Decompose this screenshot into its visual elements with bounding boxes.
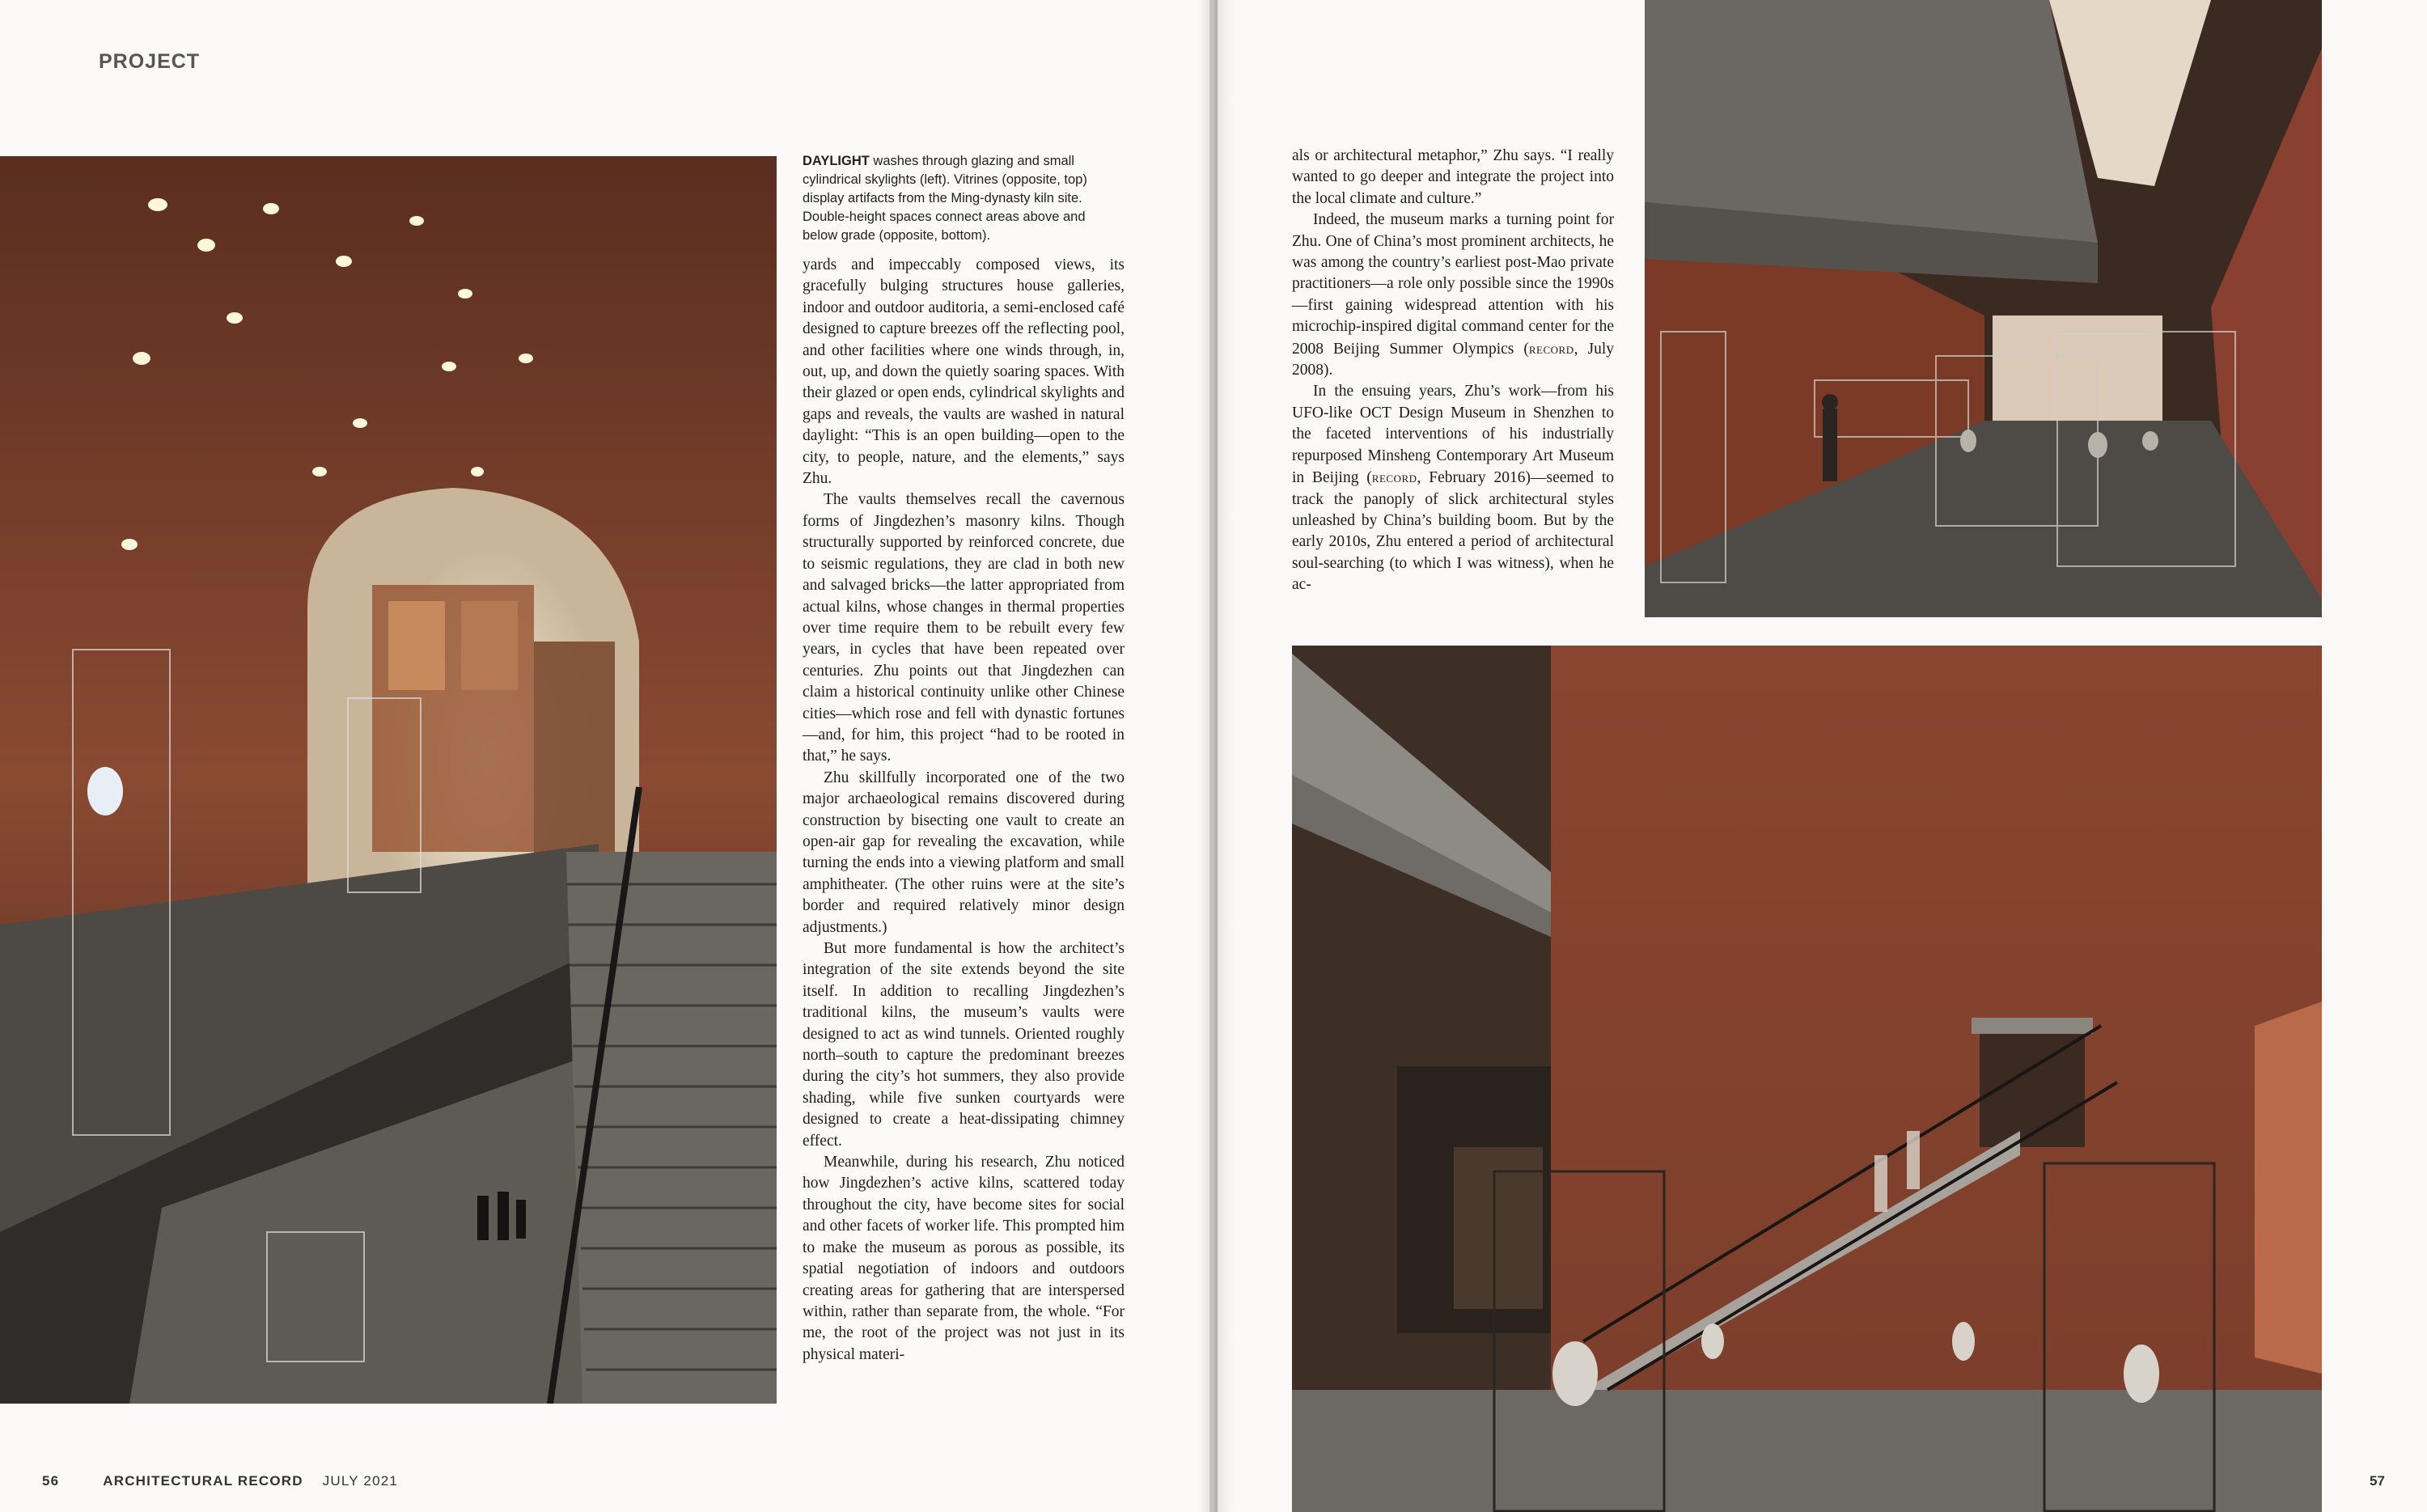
page-footer-left: [42, 1473, 398, 1489]
magazine-name: ARCHITECTURAL RECORD: [103, 1473, 303, 1489]
paragraph: The vaults themselves recall the cavernous forms of Jingdezhen’s masonry kilns. Though structurally supported by reinforced concrete, due to seismic regulations, they are clad in both new and salvaged bricks—the latter appropriated from actual kilns, whose changes in thermal properties over time require them to be rebuilt every few years, in cycles that have been repeated over centuries. Zhu points out that Jingdezhen can claim a historical continuity unlike other Chinese cities—which rose and fell with dynastic fortunes—and, for him, this project “had to be rooted in that,” he says.: [803, 491, 1125, 765]
caption-text: washes through glazing and small cylindrical skylights (left). Vitrines (opposite, top) display artifacts from the Ming-dynasty kiln site. Double-height spaces connect areas above and below grade (opposite, bottom).: [803, 154, 1087, 243]
double-height-stair-photo: [1292, 646, 2322, 1512]
paragraph: [1292, 381, 1614, 595]
paragraph: Meanwhile, during his research, Zhu noticed how Jingdezhen’s active kilns, scattered today throughout the city, have become sites for social and other facets of worker life. This prompted him to make the museum as porous as possible, its spatial negotiation of indoors and outdoors creating areas for gathering that are interspersed within, rather than separate from, the whole. “For me, the root of the project was not just in its physical materi-: [803, 1154, 1125, 1363]
paragraph: [1292, 210, 1614, 381]
magazine-reference: record: [1528, 340, 1574, 357]
article-column-left: [803, 255, 1125, 1366]
right-page: [1218, 0, 2427, 1512]
article-column-right: [1292, 146, 1614, 596]
vitrine-gallery-photo: [1645, 0, 2322, 617]
paragraph: Zhu skillfully incorporated one of the two major archaeological remains discovered during construction by bisecting one vault to create an open-air gap for revealing the excavation, while turning the ends into a viewing platform and small amphitheater. (The other ruins were at the site’s border and required relatively minor design adjustments.): [803, 769, 1125, 936]
page-number-right: 57: [2370, 1473, 2385, 1489]
paragraph: yards and impeccably composed views, its gracefully bulging structures house galleries, indoor and outdoor auditoria, a semi-enclosed café designed to capture breezes off the reflecting pool, and other facilities where one winds through, in, out, up, and down the quietly soaring spaces. With their glazed or open ends, cylindrical skylights and gaps and reveals, the vaults are washed in natural daylight: “This is an open building—open to the city, to people, nature, and the elements,” says Zhu.: [803, 256, 1125, 488]
paragraph: But more fundamental is how the architect’s integration of the site extends beyond the site itself. In addition to recalling Jingdezhen’s traditional kilns, the museum’s vaults were designed to act as wind tunnels. Oriented roughly north–south to capture the predominant breezes during the city’s hot summers, they also provide shading, while five sunken courtyards were designed to create a heat-dissipating chimney effect.: [803, 940, 1125, 1150]
paragraph-text: , July 2008).: [1292, 340, 1614, 379]
vitrine-gallery-image: [1645, 0, 2322, 617]
paragraph-text: Indeed, the museum marks a turning point for Zhu. One of China’s most prominent architects, he was among the country’s earliest post-Mao private practitioners—a role only possible since the 1990s—first gaining widespread attention with his microchip-inspired digital command center for the 2008 Beijing Summer Olympics (: [1292, 211, 1614, 358]
paragraph: als or architectural metaphor,” Zhu says. “I really wanted to go deeper and integrate the project into the local climate and culture.”: [1292, 147, 1614, 207]
photo-caption: [803, 152, 1123, 245]
left-page: [0, 0, 1209, 1512]
page-number-left: 56: [42, 1473, 60, 1489]
vault-gallery-photo: [0, 156, 777, 1404]
magazine-reference: record: [1371, 469, 1417, 486]
caption-lead: DAYLIGHT: [803, 154, 870, 168]
paragraph-text: In the ensuing years, Zhu’s work—from his UFO-like OCT Design Museum in Shenzhen to the faceted interventions of his industrially repurposed Minsheng Contemporary Art Museum in Beijing (: [1292, 383, 1614, 487]
issue-date: JULY 2021: [322, 1473, 399, 1489]
double-height-stair-image: [1292, 646, 2322, 1512]
paragraph-text: , February 2016)—seemed to track the panoply of slick architectural styles unleashed by China’s building boom. But by the early 2010s, Zhu entered a period of architectural soul-searching (to which I was witness), when he ac-: [1292, 469, 1615, 594]
vault-gallery-image: [0, 156, 777, 1404]
section-label: PROJECT: [99, 50, 201, 73]
